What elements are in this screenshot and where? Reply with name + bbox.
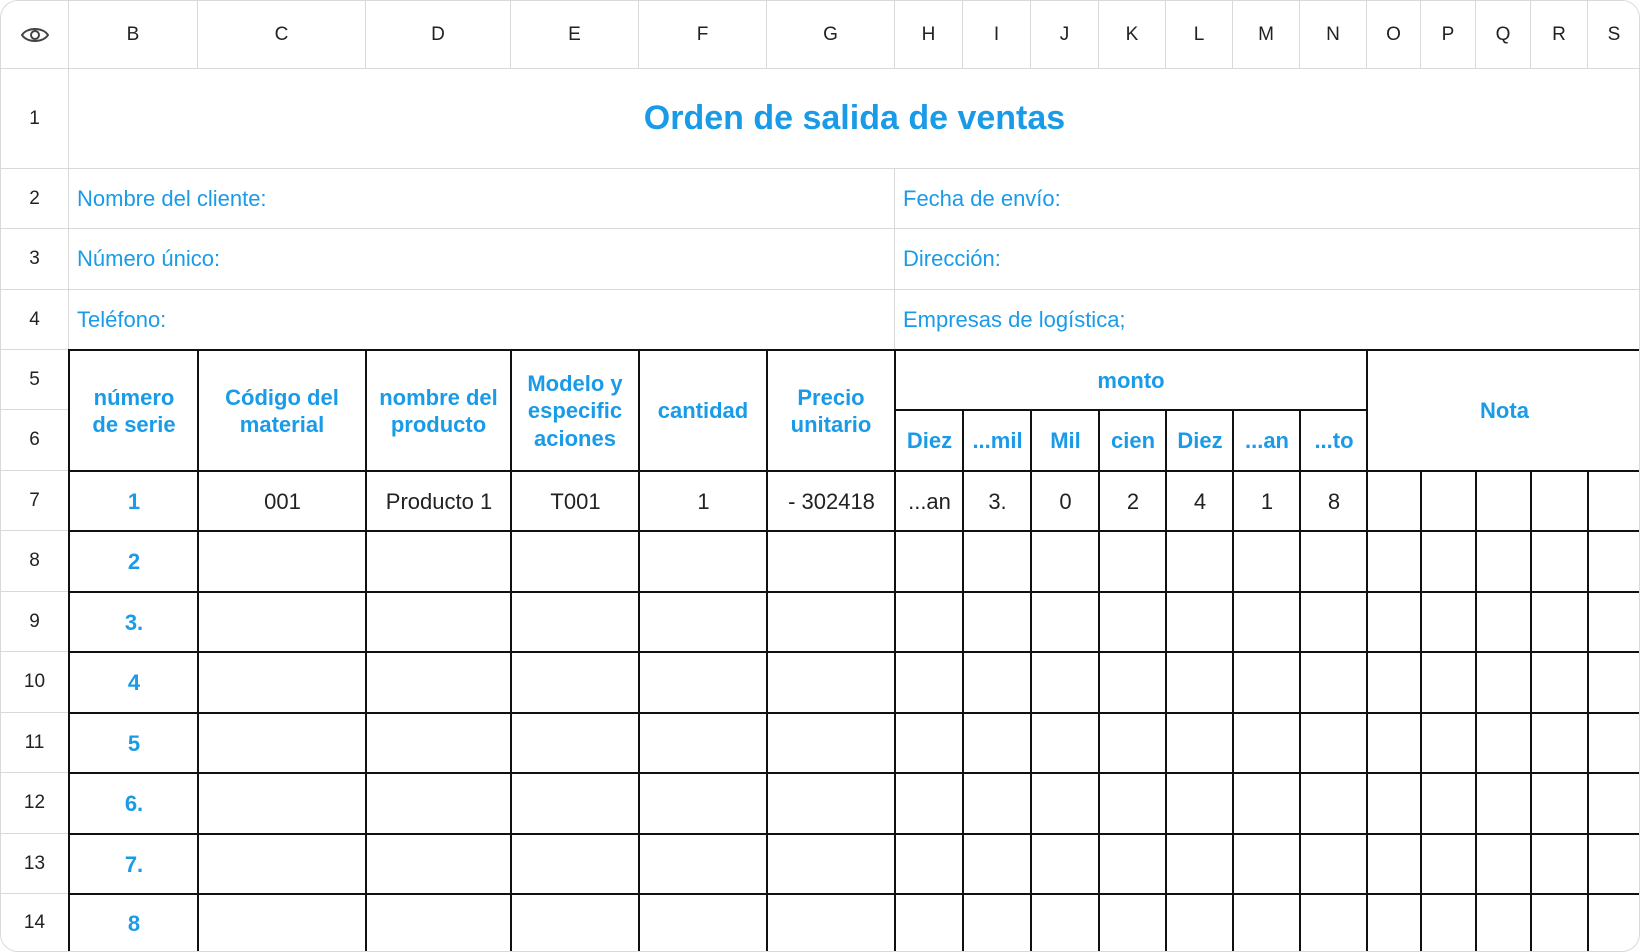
row-header-13[interactable]: 13	[1, 834, 69, 894]
table-cell[interactable]: 001	[264, 488, 301, 514]
amount-digit-cell[interactable]	[1234, 895, 1300, 952]
amount-digit-cell[interactable]	[896, 895, 963, 952]
row-header-3[interactable]: 3	[1, 229, 69, 290]
amount-digit-cell[interactable]	[1234, 532, 1300, 592]
table-cell[interactable]	[640, 593, 767, 652]
table-cell[interactable]	[512, 593, 639, 652]
table-cell[interactable]	[199, 653, 366, 713]
amount-digit-cell[interactable]	[1032, 653, 1099, 713]
note-cell[interactable]	[1477, 835, 1531, 894]
table-border	[894, 409, 1368, 411]
amount-digit-cell[interactable]	[896, 593, 963, 652]
table-cell[interactable]	[768, 593, 895, 652]
note-cell[interactable]	[1532, 895, 1588, 952]
column-header-e[interactable]: E	[511, 1, 639, 69]
table-cell[interactable]	[512, 532, 639, 592]
note-cell[interactable]	[1477, 472, 1531, 531]
amount-digit-cell[interactable]	[896, 774, 963, 834]
serial-number-cell[interactable]: 6.	[124, 791, 144, 817]
table-cell[interactable]	[367, 532, 511, 592]
table-cell[interactable]: 1	[697, 488, 710, 514]
note-cell[interactable]	[1477, 532, 1531, 592]
column-header-d[interactable]: D	[366, 1, 511, 69]
amount-digit-cell[interactable]	[1301, 593, 1367, 652]
amount-digit-cell[interactable]	[1167, 714, 1233, 773]
amount-digit-cell[interactable]	[1234, 714, 1300, 773]
table-cell[interactable]	[768, 653, 895, 713]
table-border	[68, 470, 1640, 472]
table-border	[68, 349, 1640, 351]
table-border	[1587, 470, 1589, 952]
header-amount-digit[interactable]: ...mil	[972, 428, 1023, 454]
table-cell[interactable]	[512, 835, 639, 894]
amount-digit-cell[interactable]	[964, 774, 1031, 834]
phone-label[interactable]: Teléfono:	[69, 290, 895, 350]
table-cell[interactable]	[199, 774, 366, 834]
row-header-8[interactable]: 8	[1, 531, 69, 592]
row-header-14[interactable]: 14	[1, 894, 69, 952]
amount-digit-cell[interactable]	[1301, 532, 1367, 592]
note-cell[interactable]	[1589, 593, 1640, 652]
note-cell[interactable]	[1422, 653, 1476, 713]
note-cell[interactable]	[1532, 774, 1588, 834]
amount-digit-cell[interactable]	[1167, 835, 1233, 894]
amount-digit-cell[interactable]: 4	[1193, 488, 1207, 514]
header-serial-number[interactable]: número de serie	[92, 384, 176, 437]
table-cell[interactable]	[768, 532, 895, 592]
amount-digit-cell[interactable]	[1100, 532, 1166, 592]
header-material-code[interactable]: Código del material	[225, 384, 339, 437]
table-cell[interactable]	[367, 835, 511, 894]
table-cell[interactable]	[768, 895, 895, 952]
table-cell[interactable]	[640, 714, 767, 773]
table-border	[1098, 409, 1100, 952]
ship-date-label[interactable]: Fecha de envío:	[895, 169, 1640, 229]
column-header-o[interactable]: O	[1367, 1, 1421, 69]
note-cell[interactable]	[1368, 653, 1421, 713]
table-border	[962, 409, 964, 952]
serial-number-cell[interactable]: 5	[127, 730, 141, 756]
amount-digit-cell[interactable]	[1301, 835, 1367, 894]
amount-digit-cell[interactable]	[1234, 593, 1300, 652]
note-cell[interactable]	[1532, 835, 1588, 894]
table-cell[interactable]: - 302418	[788, 488, 875, 514]
amount-digit-cell[interactable]	[1100, 835, 1166, 894]
column-header-m[interactable]: M	[1233, 1, 1300, 69]
note-cell[interactable]	[1477, 714, 1531, 773]
table-border	[68, 893, 1640, 895]
amount-digit-cell[interactable]	[1100, 895, 1166, 952]
note-cell[interactable]	[1422, 835, 1476, 894]
table-border	[766, 349, 768, 952]
row-header-10[interactable]: 10	[1, 652, 69, 713]
table-border	[1030, 409, 1032, 952]
spreadsheet-grid	[1, 1, 1640, 952]
amount-digit-cell[interactable]	[1100, 714, 1166, 773]
table-cell[interactable]: T001	[550, 488, 601, 514]
visibility-toggle[interactable]	[1, 1, 69, 69]
amount-digit-cell[interactable]: ...an	[908, 488, 951, 514]
table-cell[interactable]	[512, 895, 639, 952]
row-header-7[interactable]: 7	[1, 471, 69, 531]
header-amount-digit[interactable]: cien	[1110, 428, 1156, 454]
column-header-s[interactable]: S	[1588, 1, 1640, 69]
table-cell[interactable]	[768, 835, 895, 894]
column-header-b[interactable]: B	[69, 1, 198, 69]
column-header-f[interactable]: F	[639, 1, 767, 69]
column-header-h[interactable]: H	[895, 1, 963, 69]
amount-digit-cell[interactable]	[964, 653, 1031, 713]
amount-digit-cell[interactable]	[1100, 774, 1166, 834]
amount-digit-cell[interactable]	[1167, 593, 1233, 652]
header-amount-digit[interactable]: Mil	[1050, 428, 1081, 454]
amount-digit-cell[interactable]	[1032, 714, 1099, 773]
amount-digit-cell[interactable]	[1301, 653, 1367, 713]
note-cell[interactable]	[1532, 472, 1588, 531]
row-header-11[interactable]: 11	[1, 713, 69, 773]
note-cell[interactable]	[1589, 472, 1640, 531]
header-amount-digit[interactable]: ...to	[1314, 428, 1354, 454]
column-header-g[interactable]: G	[767, 1, 895, 69]
amount-digit-cell[interactable]	[1234, 653, 1300, 713]
note-cell[interactable]	[1368, 472, 1421, 531]
column-header-r[interactable]: R	[1531, 1, 1588, 69]
header-amount-digit[interactable]: Diez	[906, 428, 953, 454]
amount-digit-cell[interactable]	[1032, 532, 1099, 592]
table-cell[interactable]	[367, 895, 511, 952]
note-cell[interactable]	[1422, 895, 1476, 952]
amount-digit-cell[interactable]	[1301, 774, 1367, 834]
header-quantity[interactable]: cantidad	[657, 398, 749, 424]
amount-digit-cell[interactable]	[896, 653, 963, 713]
note-cell[interactable]	[1368, 593, 1421, 652]
row-header-1[interactable]: 1	[1, 69, 69, 169]
header-amount-digit[interactable]: ...an	[1244, 428, 1289, 454]
table-cell[interactable]	[367, 774, 511, 834]
table-border	[68, 833, 1640, 835]
table-border	[510, 349, 512, 952]
note-cell[interactable]	[1532, 714, 1588, 773]
column-header-q[interactable]: Q	[1476, 1, 1531, 69]
table-cell[interactable]	[512, 714, 639, 773]
table-cell[interactable]	[640, 653, 767, 713]
header-amount[interactable]: monto	[1097, 367, 1165, 393]
sheet-title[interactable]: Orden de salida de ventas	[69, 69, 1640, 169]
table-border	[1530, 470, 1532, 952]
table-border	[1165, 409, 1167, 952]
table-border	[1475, 470, 1477, 952]
column-header-n[interactable]: N	[1300, 1, 1367, 69]
note-cell[interactable]	[1532, 593, 1588, 652]
note-cell[interactable]	[1477, 895, 1531, 952]
amount-digit-cell[interactable]: 8	[1327, 488, 1341, 514]
header-product-name[interactable]: nombre del producto	[379, 384, 498, 437]
table-border	[1299, 409, 1301, 952]
table-border	[1420, 470, 1422, 952]
amount-digit-cell[interactable]	[896, 714, 963, 773]
note-cell[interactable]	[1368, 714, 1421, 773]
amount-digit-cell[interactable]: 3.	[988, 488, 1007, 514]
table-cell[interactable]	[640, 835, 767, 894]
header-model-spec[interactable]: Modelo y especific aciones	[527, 370, 623, 451]
note-cell[interactable]	[1368, 895, 1421, 952]
serial-number-cell[interactable]: 8	[127, 911, 141, 937]
serial-number-cell[interactable]: 4	[127, 670, 141, 696]
column-header-i[interactable]: I	[963, 1, 1031, 69]
note-cell[interactable]	[1589, 532, 1640, 592]
column-header-c[interactable]: C	[198, 1, 366, 69]
serial-number-cell[interactable]: 7.	[124, 851, 144, 877]
table-cell[interactable]	[640, 774, 767, 834]
table-border	[1366, 349, 1368, 952]
note-cell[interactable]	[1589, 835, 1640, 894]
serial-number-cell[interactable]: 3.	[124, 609, 144, 635]
table-border	[68, 530, 1640, 532]
table-border	[365, 349, 367, 952]
note-cell[interactable]	[1368, 532, 1421, 592]
table-cell[interactable]	[640, 895, 767, 952]
row-header-12[interactable]: 12	[1, 773, 69, 834]
header-unit-price[interactable]: Precio unitario	[790, 384, 872, 437]
amount-digit-cell[interactable]	[1100, 593, 1166, 652]
table-border	[638, 349, 640, 952]
note-cell[interactable]	[1422, 472, 1476, 531]
note-cell[interactable]	[1422, 593, 1476, 652]
header-amount-digit[interactable]: Diez	[1177, 428, 1223, 454]
table-cell[interactable]	[367, 714, 511, 773]
amount-digit-cell[interactable]	[964, 895, 1031, 952]
row-header-2[interactable]: 2	[1, 169, 69, 229]
amount-digit-cell[interactable]	[1167, 774, 1233, 834]
note-cell[interactable]	[1532, 653, 1588, 713]
table-cell[interactable]	[199, 532, 366, 592]
serial-number-cell[interactable]: 1	[127, 488, 141, 514]
column-header-k[interactable]: K	[1099, 1, 1166, 69]
amount-digit-cell[interactable]: 0	[1059, 488, 1072, 514]
amount-digit-cell[interactable]	[1167, 653, 1233, 713]
table-cell[interactable]	[768, 714, 895, 773]
note-cell[interactable]	[1422, 714, 1476, 773]
amount-digit-cell[interactable]	[1032, 774, 1099, 834]
note-cell[interactable]	[1477, 653, 1531, 713]
row-header-4[interactable]: 4	[1, 290, 69, 350]
table-cell[interactable]	[640, 532, 767, 592]
table-cell[interactable]	[367, 653, 511, 713]
note-cell[interactable]	[1532, 532, 1588, 592]
note-cell[interactable]	[1589, 895, 1640, 952]
table-cell[interactable]	[367, 593, 511, 652]
amount-digit-cell[interactable]: 1	[1260, 488, 1274, 514]
table-border	[68, 712, 1640, 714]
table-cell[interactable]	[199, 835, 366, 894]
header-note[interactable]: Nota	[1480, 398, 1529, 424]
note-cell[interactable]	[1477, 774, 1531, 834]
row-header-5[interactable]: 5	[1, 350, 69, 410]
amount-digit-cell[interactable]	[1100, 653, 1166, 713]
customer-name-label[interactable]: Nombre del cliente:	[69, 169, 895, 229]
amount-digit-cell[interactable]: 2	[1126, 488, 1140, 514]
table-border	[68, 651, 1640, 653]
table-cell[interactable]	[512, 774, 639, 834]
table-border	[197, 349, 199, 952]
amount-digit-cell[interactable]	[1032, 593, 1099, 652]
amount-digit-cell[interactable]	[1301, 895, 1367, 952]
amount-digit-cell[interactable]	[964, 593, 1031, 652]
amount-digit-cell[interactable]	[1234, 774, 1300, 834]
table-cell[interactable]	[512, 653, 639, 713]
amount-digit-cell[interactable]	[1167, 895, 1233, 952]
table-border	[68, 772, 1640, 774]
column-header-p[interactable]: P	[1421, 1, 1476, 69]
table-border	[68, 591, 1640, 593]
table-cell[interactable]	[199, 714, 366, 773]
amount-digit-cell[interactable]	[964, 532, 1031, 592]
amount-digit-cell[interactable]	[1032, 895, 1099, 952]
note-cell[interactable]	[1422, 532, 1476, 592]
note-cell[interactable]	[1589, 653, 1640, 713]
amount-digit-cell[interactable]	[896, 532, 963, 592]
table-cell[interactable]: Producto 1	[385, 488, 493, 514]
column-header-l[interactable]: L	[1166, 1, 1233, 69]
table-cell[interactable]	[199, 895, 366, 952]
table-border	[1232, 409, 1234, 952]
table-cell[interactable]	[199, 593, 366, 652]
amount-digit-cell[interactable]	[1167, 532, 1233, 592]
table-border	[68, 349, 70, 952]
note-cell[interactable]	[1589, 714, 1640, 773]
amount-digit-cell[interactable]	[964, 714, 1031, 773]
eye-icon	[20, 25, 50, 45]
column-header-j[interactable]: J	[1031, 1, 1099, 69]
amount-digit-cell[interactable]	[1301, 714, 1367, 773]
note-cell[interactable]	[1589, 774, 1640, 834]
note-cell[interactable]	[1368, 835, 1421, 894]
logistics-label[interactable]: Empresas de logística;	[895, 290, 1640, 350]
amount-digit-cell[interactable]	[896, 835, 963, 894]
amount-digit-cell[interactable]	[1032, 835, 1099, 894]
amount-digit-cell[interactable]	[1234, 835, 1300, 894]
serial-number-cell[interactable]: 2	[127, 549, 141, 575]
amount-digit-cell[interactable]	[964, 835, 1031, 894]
note-cell[interactable]	[1368, 774, 1421, 834]
unique-number-label[interactable]: Número único:	[69, 229, 895, 290]
address-label[interactable]: Dirección:	[895, 229, 1640, 290]
table-border	[894, 349, 896, 952]
row-header-9[interactable]: 9	[1, 592, 69, 652]
table-cell[interactable]	[768, 774, 895, 834]
note-cell[interactable]	[1477, 593, 1531, 652]
row-header-6[interactable]: 6	[1, 410, 69, 471]
note-cell[interactable]	[1422, 774, 1476, 834]
